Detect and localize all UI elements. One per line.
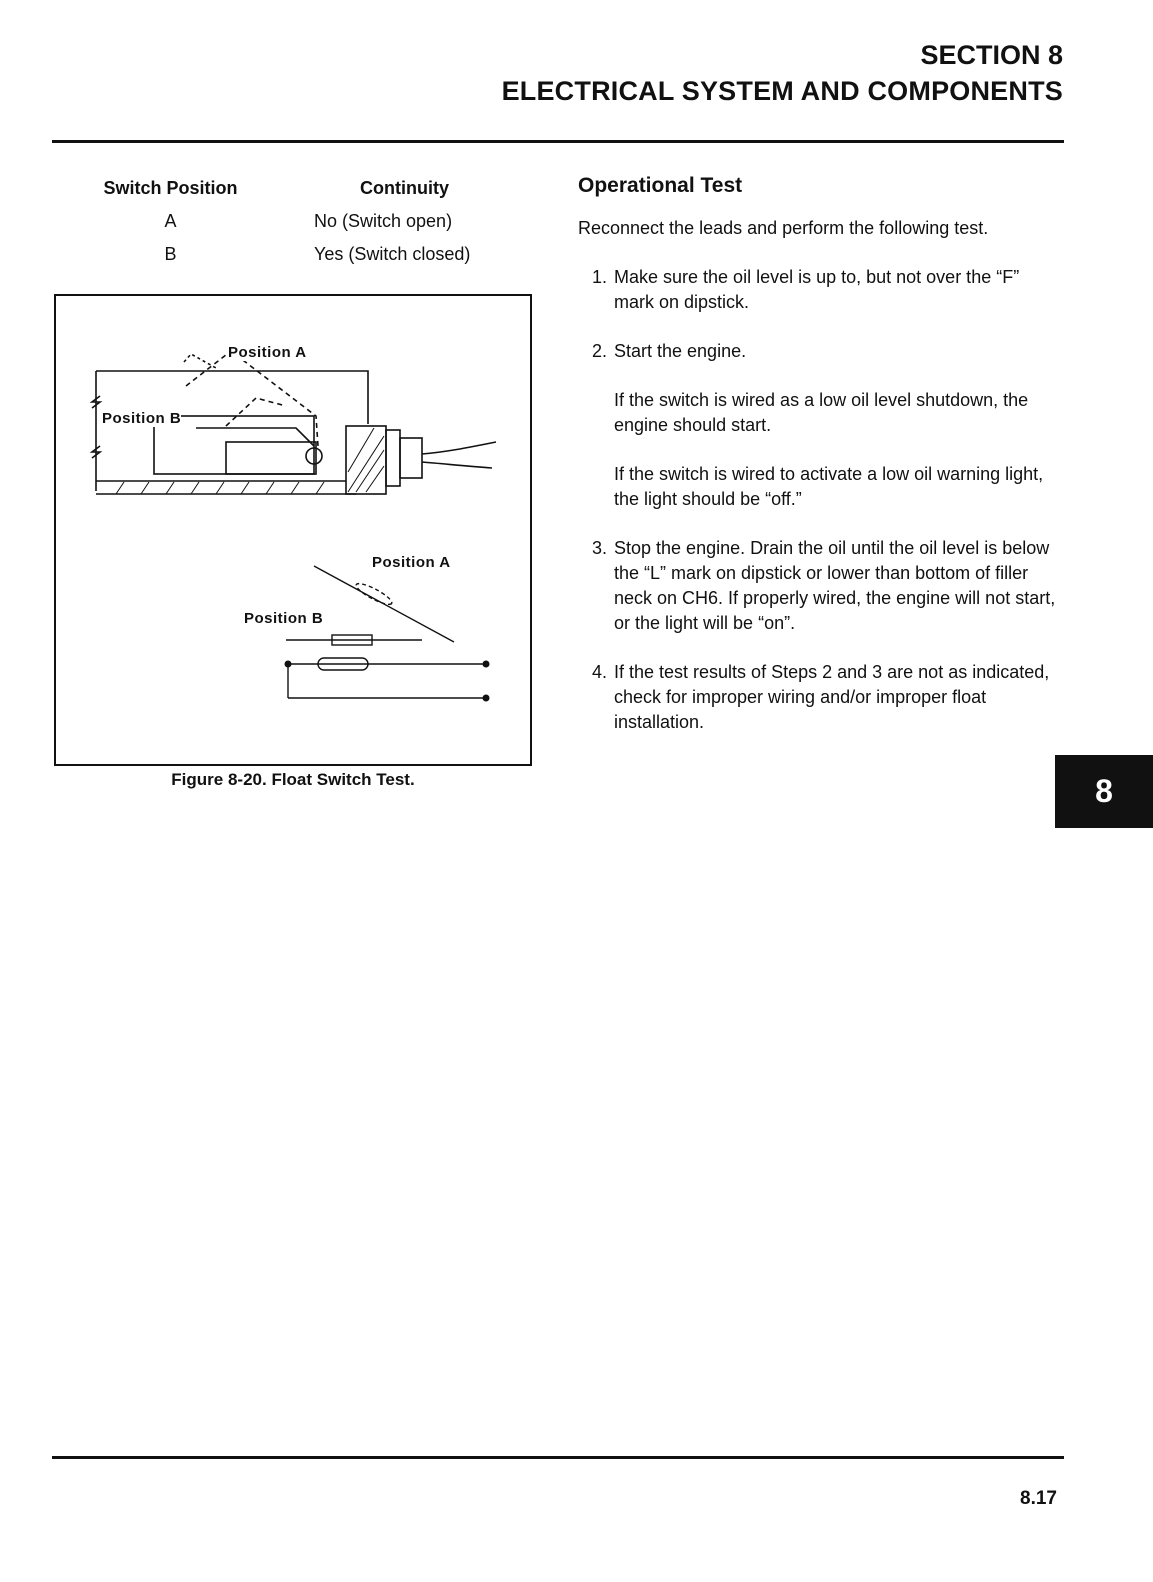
table-row xyxy=(52,244,532,277)
list-item xyxy=(578,265,1058,315)
list-item xyxy=(578,339,1058,364)
table-header-row xyxy=(52,178,532,211)
header-continuity: Continuity xyxy=(360,178,449,198)
label-position-a-bottom: Position A xyxy=(372,554,451,571)
step-number: 2. xyxy=(592,341,608,361)
list-item xyxy=(578,536,1058,636)
switch-connector xyxy=(400,438,422,478)
operational-test-heading: Operational Test xyxy=(578,174,743,197)
step-text: Make sure the oil level is up to, but not over the “F” mark on dipstick. xyxy=(614,267,1020,312)
step-text: If the test results of Steps 2 and 3 are not as indicated, check for improper wiring and/or improper float installation. xyxy=(614,662,1050,732)
row-position: A xyxy=(164,211,177,231)
list-item xyxy=(578,660,1058,735)
float-switch-diagram xyxy=(56,296,530,764)
row-continuity: No (Switch open) xyxy=(314,211,453,231)
label-position-b-top: Position B xyxy=(102,410,182,427)
section-tab: 8 xyxy=(1055,755,1153,828)
footer-rule xyxy=(52,1456,1064,1459)
header-rule xyxy=(52,140,1064,143)
step-note: If the switch is wired as a low oil level shutdown, the engine should start. xyxy=(614,390,1029,435)
operational-test-section xyxy=(578,172,1058,759)
lead-wire-2 xyxy=(422,462,492,468)
float-switch-figure xyxy=(54,294,532,766)
step-text: Start the engine. xyxy=(614,341,747,361)
table-row xyxy=(52,211,532,244)
step-number: 1. xyxy=(592,267,608,287)
operational-test-intro: Reconnect the leads and perform the following test. xyxy=(578,218,989,238)
float-body xyxy=(226,442,316,474)
float-arm-position-b xyxy=(196,428,314,446)
page-number: 8.17 xyxy=(1020,1488,1057,1509)
step-text: Stop the engine. Drain the oil until the oil level is below the “L” mark on dipstick or lower than bottom of filler neck on CH6. If properly wired, the engine will not start, or the light will be “on”. xyxy=(614,538,1056,633)
step-number: 3. xyxy=(592,538,608,558)
section-number: SECTION 8 xyxy=(920,40,1063,70)
continuity-table xyxy=(52,178,532,277)
figure-caption: Figure 8-20. Float Switch Test. xyxy=(171,770,415,789)
label-position-a-top: Position A xyxy=(228,344,307,361)
lead-wire-1 xyxy=(422,442,496,454)
float-arm-position-a xyxy=(186,351,318,446)
row-position: B xyxy=(164,244,177,264)
label-position-b-bottom: Position B xyxy=(244,610,324,627)
header-switch-position: Switch Position xyxy=(103,178,238,198)
row-continuity: Yes (Switch closed) xyxy=(314,244,471,264)
step-number: 4. xyxy=(592,662,608,682)
section-title: ELECTRICAL SYSTEM AND COMPONENTS xyxy=(501,76,1063,106)
page-header xyxy=(502,38,1063,110)
step-note: If the switch is wired to activate a low oil warning light, the light should be “off.” xyxy=(614,464,1044,509)
